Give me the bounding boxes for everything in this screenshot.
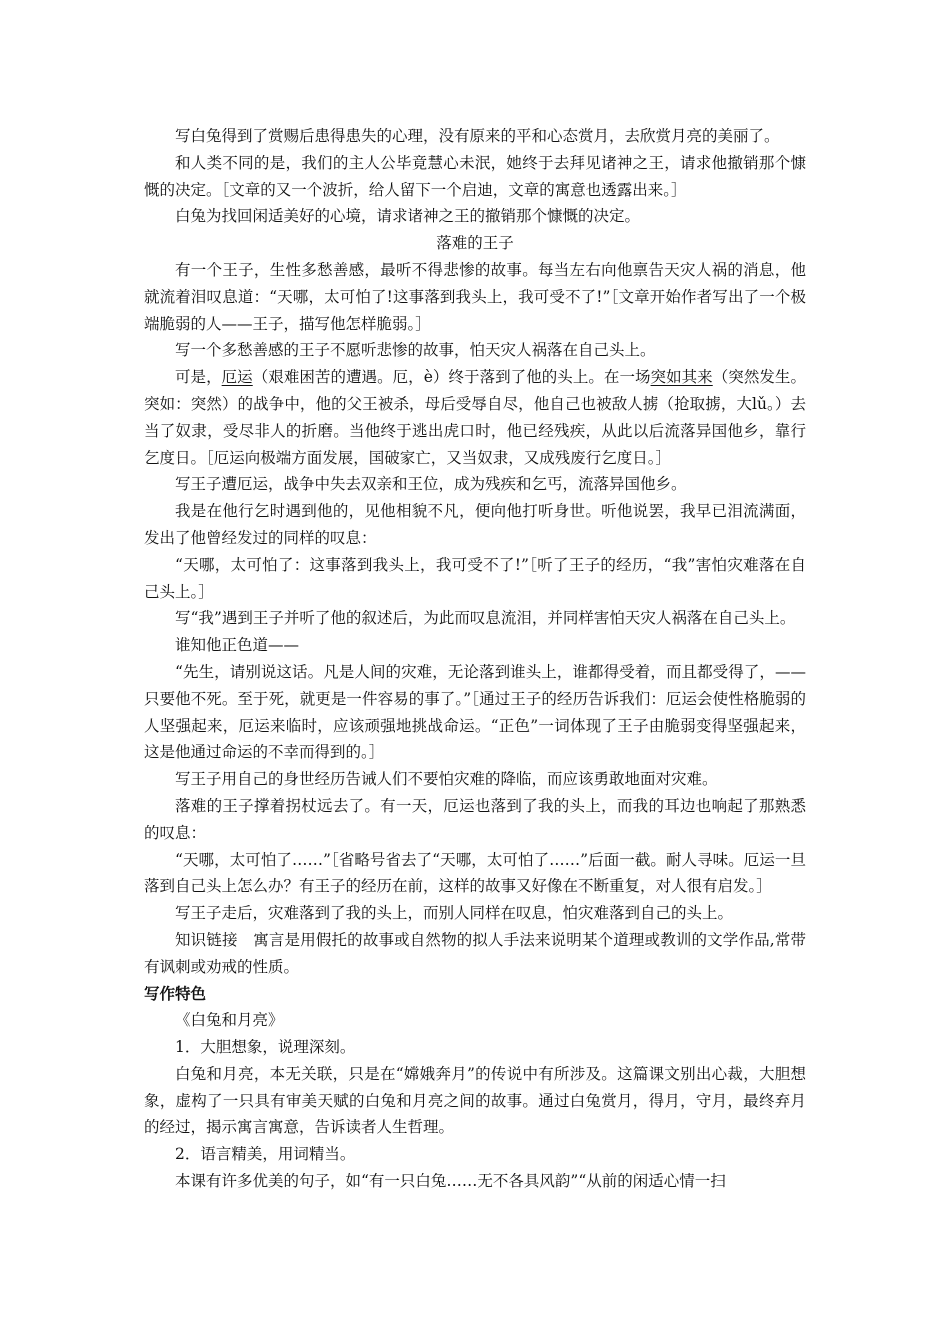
paragraph: 落难的王子撑着拐杖远去了。有一天，厄运也落到了我的头上，而我的耳边也响起了那熟悉的叹息： — [144, 796, 806, 842]
section-title: 落难的王子 — [436, 234, 514, 253]
paragraph — [144, 364, 806, 471]
subheading: 《白兔和月亮》 — [175, 1011, 284, 1030]
paragraph: 写“我”遇到王子并听了他的叙述后，为此而叹息流泪，并同样害怕天灾人祸落在自己头上。 — [175, 609, 796, 628]
paragraph: “天哪，太可怕了：这事落到我头上，我可受不了!”［听了王子的经历，“我”害怕灾难落在自己头上。］ — [144, 555, 806, 601]
paragraph: 写王子用自己的身世经历告诫人们不要怕灾难的降临，而应该勇敢地面对灾难。 — [175, 770, 718, 789]
paragraph: 和人类不同的是，我们的主人公毕竟慧心未泯，她终于去拜见诸神之王，请求他撤销那个慷慨的决定。［文章的又一个波折，给人留下一个启迪，文章的寓意也透露出来。］ — [144, 153, 806, 199]
list-item: 2．语言精美，用词精当。 — [175, 1145, 356, 1164]
paragraph: “天哪，太可怕了……”［省略号省去了“天哪，太可怕了……”后面一截。耐人寻味。厄运一旦落到自己头上怎么办？有王子的经历在前，这样的故事又好像在不断重复，对人很有启发。］ — [144, 850, 806, 896]
text-span: 可是， — [175, 368, 222, 387]
underlined-term: 突如其来 — [650, 368, 713, 387]
paragraph: 有一个王子，生性多愁善感，最听不得悲惨的故事。每当左右向他禀告天灾人祸的消息，他就流着泪叹息道：“天哪，太可怕了!这事落到我头上，我可受不了!”［文章开始作者写出了一个极端脆弱的人——王子，描写他怎样脆弱。］ — [144, 260, 806, 333]
text-span: （艰难困苦的遭遇。厄，è）终于落到了他的头上。在一场 — [252, 368, 651, 387]
paragraph: 谁知他正色道—— — [175, 636, 300, 655]
paragraph: 白兔为找回闲适美好的心境，请求诸神之王的撤销那个慷慨的决定。 — [175, 207, 641, 226]
paragraph: “先生，请别说这话。凡是人间的灾难，无论落到谁头上，谁都得受着，而且都受得了，——只要他不死。至于死，就更是一件容易的事了。”［通过王子的经历告诉我们：厄运会使性格脆弱的人坚强起来，厄运来临时，应该顽强地挑战命运。“正色”一词体现了王子由脆弱变得坚强起来，这是他通过命运的不幸而得到的。］ — [144, 662, 806, 762]
paragraph: 写一个多愁善感的王子不愿听悲惨的故事，怕天灾人祸落在自己头上。 — [175, 341, 656, 360]
text-span: （突然发生。突如：突然）的战争中，他的父王被杀，母后受辱自尽，他自己也被敌人掳（抢取掳，大lǔ。）去当了奴隶，受尽非人的折磨。当他终于逃出虎口时，他已经残疾，从此以后流落异国他乡，靠行乞度日。［厄运向极端方面发展，国破家亡，又当奴隶，又成残废行乞度日。］ — [144, 368, 806, 467]
document-page — [144, 123, 806, 1195]
paragraph: 写白兔得到了赏赐后患得患失的心理，没有原来的平和心态赏月，去欣赏月亮的美丽了。 — [175, 127, 780, 145]
list-item: 1．大胆想象，说理深刻。 — [175, 1038, 356, 1057]
paragraph: 本课有许多优美的句子，如“有一只白兔……无不各具风韵”“从前的闲适心情一扫 — [175, 1172, 726, 1191]
paragraph: 我是在他行乞时遇到他的，见他相貌不凡，便向他打听身世。听他说罢，我早已泪流满面，发出了他曾经发过的同样的叹息： — [144, 502, 806, 547]
underlined-term: 厄运 — [221, 368, 253, 387]
section-heading: 写作特色 — [144, 984, 207, 1003]
paragraph: 白兔和月亮，本无关联，只是在“嫦娥奔月”的传说中有所涉及。这篇课文别出心裁，大胆想象，虚构了一只具有审美天赋的白兔和月亮之间的故事。通过白兔赏月，得月，守月，最终弃月的经过，揭示寓言寓意，告诉读者人生哲理。 — [144, 1064, 806, 1137]
paragraph: 写王子遭厄运，战争中失去双亲和王位，成为残疾和乞丐，流落异国他乡。 — [175, 475, 687, 494]
paragraph: 知识链接 寓言是用假托的故事或自然物的拟人手法来说明某个道理或教训的文学作品,常带有讽刺或劝戒的性质。 — [144, 930, 806, 976]
paragraph: 写王子走后，灾难落到了我的头上，而别人同样在叹息，怕灾难落到自己的头上。 — [175, 904, 734, 923]
